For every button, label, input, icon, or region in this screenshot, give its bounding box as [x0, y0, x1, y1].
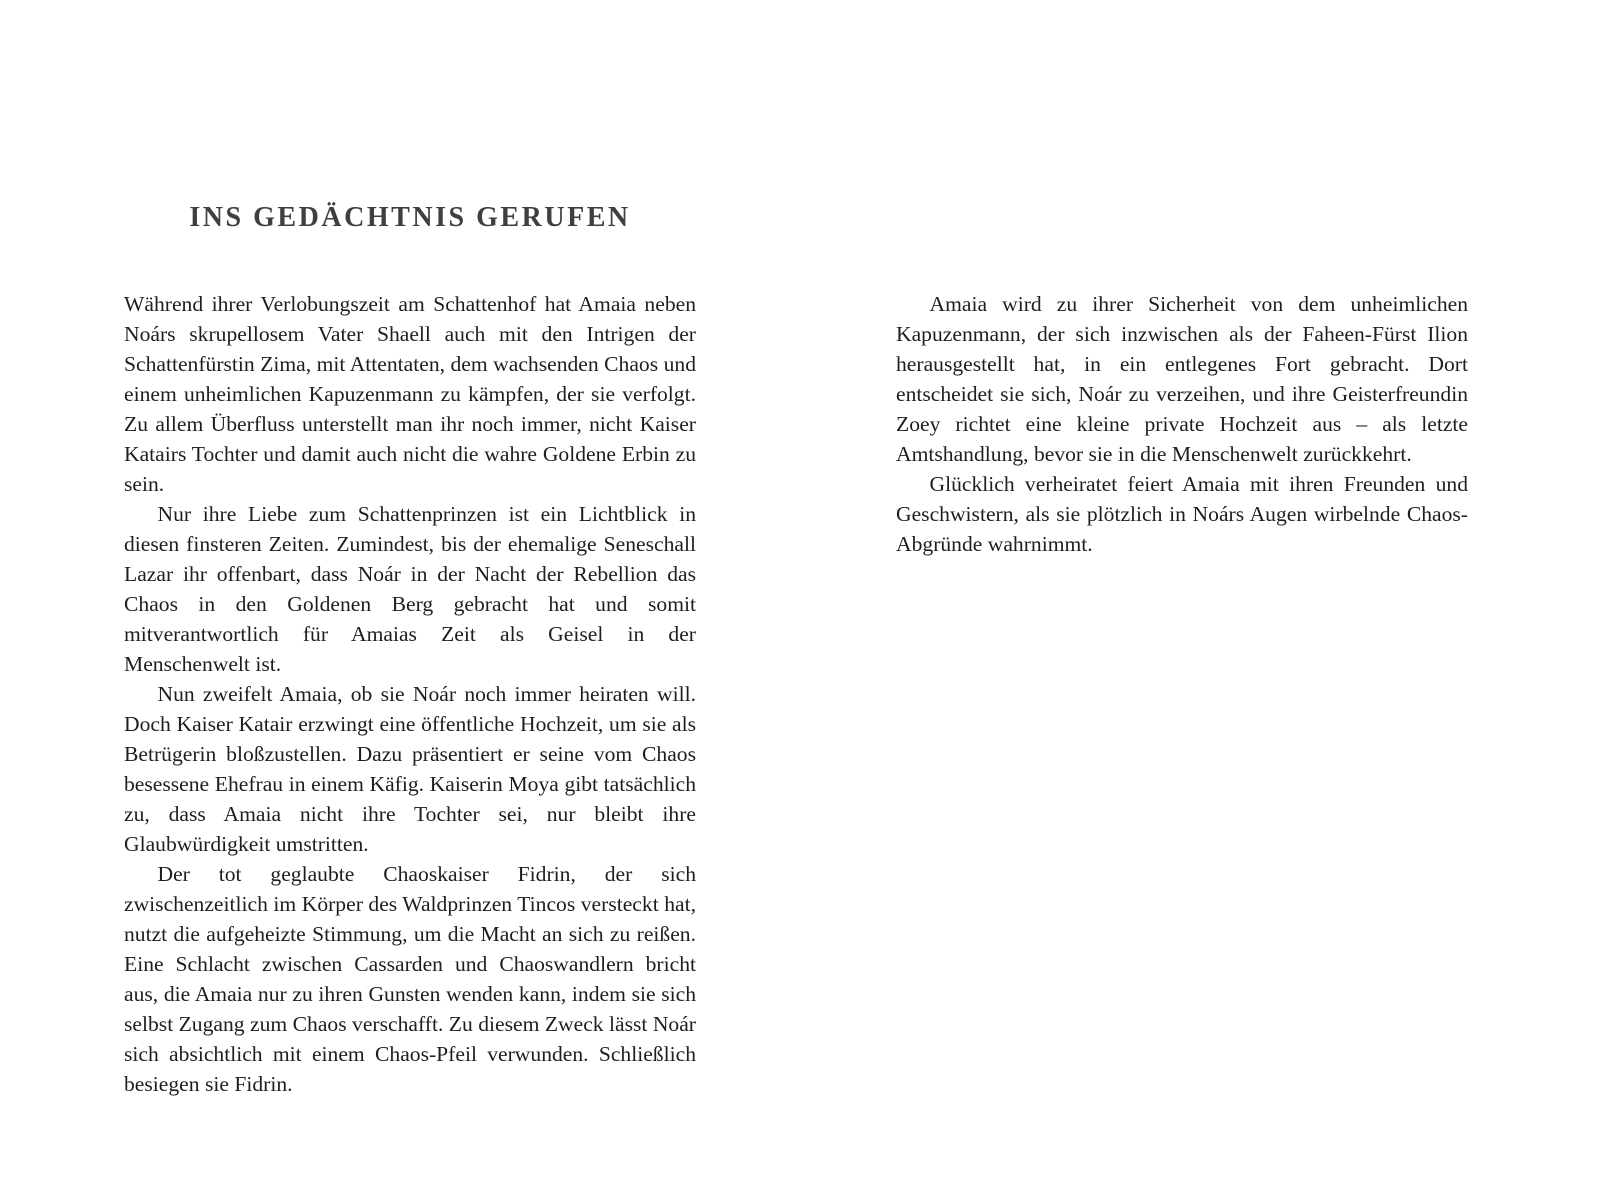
paragraph: Während ihrer Verlobungszeit am Schattenhof hat Amaia neben Noárs skrupellosem Vater Shaell auch mit den Intrigen der Schattenfürstin Zima, mit Attentaten, dem wachsenden Chaos und einem unheimlichen Kapuzenmann zu kämpfen, der sie verfolgt. Zu allem Überfluss unterstellt man ihr noch immer, nicht Kaiser Katairs Tochter und damit auch nicht die wahre Goldene Erbin zu sein.	[124, 292, 696, 496]
paragraph: Glücklich verheiratet feiert Amaia mit ihren Freunden und Geschwistern, als sie plötzlich in Noárs Augen wirbelnde Chaos-Abgründe wahrnimmt.	[896, 472, 1468, 556]
right-text-column	[896, 289, 1468, 559]
paragraph: Amaia wird zu ihrer Sicherheit von dem unheimlichen Kapuzenmann, der sich inzwischen als der Faheen-Fürst Ilion herausgestellt hat, in ein entlegenes Fort gebracht. Dort entscheidet sie sich, Noár zu verzeihen, und ihre Geisterfreundin Zoey richtet eine kleine private Hochzeit aus – als letzte Amtshandlung, bevor sie in die Menschenwelt zurückkehrt.	[896, 292, 1468, 466]
left-text-column	[124, 289, 696, 1099]
chapter-heading: INS GEDÄCHTNIS GERUFEN	[189, 201, 631, 233]
paragraph: Nun zweifelt Amaia, ob sie Noár noch immer heiraten will. Doch Kaiser Katair erzwingt eine öffentliche Hochzeit, um sie als Betrügerin bloßzustellen. Dazu präsentiert er seine vom Chaos besessene Ehefrau in einem Käfig. Kaiserin Moya gibt tatsächlich zu, dass Amaia nicht ihre Tochter sei, nur bleibt ihre Glaubwürdigkeit umstritten.	[124, 682, 696, 856]
paragraph: Nur ihre Liebe zum Schattenprinzen ist ein Lichtblick in diesen finsteren Zeiten. Zumindest, bis der ehemalige Seneschall Lazar ihr offenbart, dass Noár in der Nacht der Rebellion das Chaos in den Goldenen Berg gebracht hat und somit mitverantwortlich für Amaias Zeit als Geisel in der Menschenwelt ist.	[124, 502, 696, 676]
paragraph: Der tot geglaubte Chaoskaiser Fidrin, der sich zwischenzeitlich im Körper des Waldprinzen Tincos versteckt hat, nutzt die aufgeheizte Stimmung, um die Macht an sich zu reißen. Eine Schlacht zwischen Cassarden und Chaoswandlern bricht aus, die Amaia nur zu ihren Gunsten wenden kann, indem sie sich selbst Zugang zum Chaos verschafft. Zu diesem Zweck lässt Noár sich absichtlich mit einem Chaos-Pfeil verwunden. Schließlich besiegen sie Fidrin.	[124, 862, 696, 1096]
